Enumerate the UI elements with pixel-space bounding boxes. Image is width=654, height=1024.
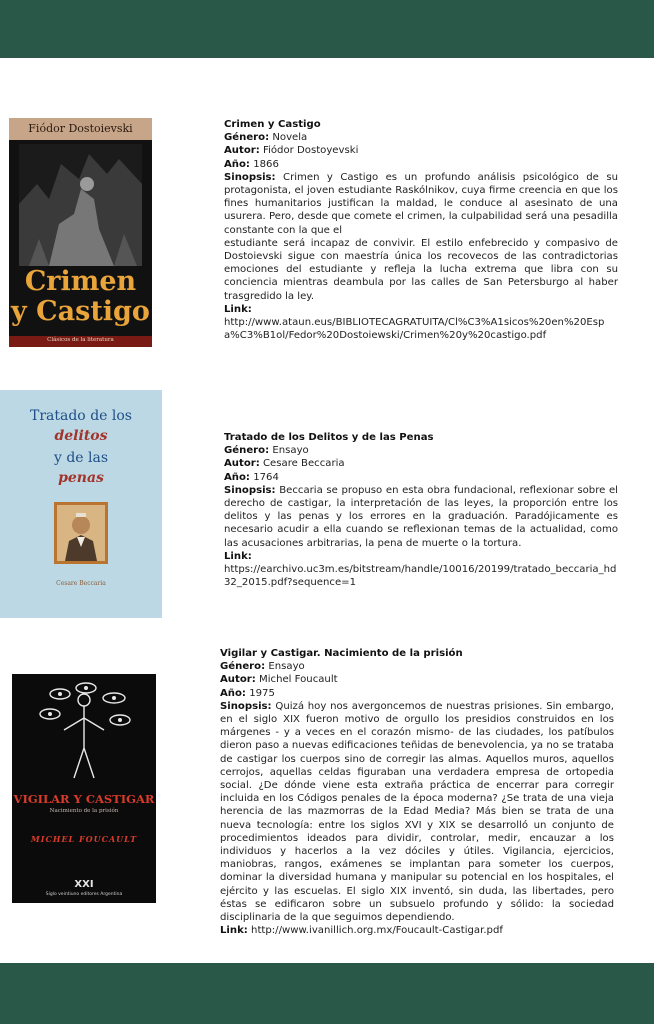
author-label: Autor: bbox=[220, 674, 256, 686]
cover-illustration bbox=[30, 678, 138, 788]
synopsis-text: Crimen y Castigo es un profundo análisis psicológico de su protagonista, el joven estudiante Raskólnikov, cuya firme creencia en que los fines humanitarios justifican la maldad, le conduce al asesinato de una usurera. Pero, desde que comete el crimen, la culpabilidad será una pesadilla constante con la que el bbox=[224, 171, 618, 236]
book-entry-2 bbox=[224, 431, 618, 589]
publisher-logo: XXI bbox=[74, 879, 94, 890]
book-title: Crimen y Castigo bbox=[224, 119, 321, 130]
book-title: Tratado de los Delitos y de las Penas bbox=[224, 432, 434, 443]
cover-title-line2: y Castigo bbox=[11, 296, 150, 327]
cover-line1: Tratado de los bbox=[30, 408, 132, 424]
year-value: 1866 bbox=[253, 158, 279, 170]
author-value: Fiódor Dostoyevski bbox=[263, 145, 359, 157]
cover-portrait bbox=[54, 502, 108, 564]
cover-title-line1: Crimen bbox=[24, 266, 137, 297]
year-label: Año: bbox=[224, 471, 250, 483]
cover-author: Fiódor Dostoievski bbox=[28, 122, 133, 135]
top-band bbox=[0, 0, 654, 58]
genre-label: Género: bbox=[224, 132, 270, 144]
year-value: 1975 bbox=[249, 687, 275, 699]
cover-line3: y de las bbox=[53, 450, 109, 466]
book-cover-tratado-delitos bbox=[0, 390, 162, 618]
cover-publisher: Siglo veintiuno editores Argentina bbox=[45, 892, 123, 897]
book-link[interactable]: http://www.ataun.eus/BIBLIOTECAGRATUITA/Cl%C3%A1sicos%20en%20Espa%C3%B1ol/Fedor%20Dostoiewski/Crimen%20y%20castigo.pdf bbox=[224, 317, 605, 342]
cover-illustration bbox=[19, 144, 142, 266]
cover-line4: penas bbox=[58, 470, 104, 486]
genre-label: Género: bbox=[224, 445, 270, 457]
cover-line2: delitos bbox=[54, 428, 108, 444]
book-entry-1 bbox=[224, 118, 618, 342]
genre-label: Género: bbox=[220, 661, 266, 673]
cover-subtitle: Nacimiento de la prisión bbox=[49, 808, 119, 814]
link-label: Link: bbox=[220, 925, 248, 937]
synopsis-text: Quizá hoy nos avergoncemos de nuestras prisiones. Sin embargo, en el siglo XIX fueron motivo de orgullo los presidios construidos en los márgenes - y a veces en el corazón mismo- de las ciudades, los patíbulos dieron paso a nuevas edificaciones teñidas de benevolencia, ya no se trataba de castigar los cuerpos sino de corregir las almas. Aquellos muros, aquellos cerrojos, aquellas celdas figuraban una verdadera empresa de ortopedia social. ¿De dónde viene esta extraña práctica de encerrar para corregir incluida en los Códigos penales de la época moderna? ¿Se trata de una vieja herencia de las mazmorras de la Edad Media? Más bien se trata de una nueva tecnología: entre los siglos XVI y XIX se desarrolló un conjunto de procedimientos ideados para dividir, controlar, medir, encauzar a los individuos y hacerlos a la vez dóciles y útiles. Vigilancia, ejercicios, maniobras, rangos, exámenes se implantan para someter los cuerpos, dominar la diversidad humana y manipular su potencial en los hospitales, el ejército y las escuelas. El siglo XIX inventó, sin duda, las libertades, pero éstas se edificaron sobre un subsuelo profundo y sólido: la sociedad disciplinaria de la que seguimos dependiendo. bbox=[220, 700, 614, 924]
link-label: Link: bbox=[224, 303, 252, 315]
portrait-figure-icon bbox=[57, 505, 105, 561]
year-value: 1764 bbox=[253, 471, 279, 483]
year-label: Año: bbox=[220, 687, 246, 699]
cover-author: MICHEL FOUCAULT bbox=[30, 834, 138, 844]
year-label: Año: bbox=[224, 158, 250, 170]
author-value: Cesare Beccaria bbox=[263, 458, 345, 470]
synopsis-text-continued: estudiante será incapaz de convivir. El estilo enfebrecido y compasivo de Dostoievski sigue con maestría única los recovecos de las contradictorias emociones del estudiante y refleja la lucha extrema que libra con su conciencia mientras deambula por las calles de San Petersburgo al haber trasgredido la ley. bbox=[224, 237, 618, 302]
author-label: Autor: bbox=[224, 458, 260, 470]
genre-value: Ensayo bbox=[268, 661, 305, 673]
book-cover-vigilar-y-castigar bbox=[12, 674, 156, 903]
synopsis-label: Sinopsis: bbox=[220, 700, 272, 712]
synopsis-text: Beccaria se propuso en esta obra fundacional, reflexionar sobre el derecho de castigar, la interpretación de las leyes, la proporción entre los delitos y las penas y los errores en la graduación. Paradójicamente es necesario acudir a ella cuando se reflexionan temas de la actualidad, como las acusaciones arbitrarias, la pena de muerte o la tortura. bbox=[224, 484, 618, 549]
cover-footer-text: Clásicos de la literatura bbox=[47, 337, 114, 343]
author-value: Michel Foucault bbox=[259, 674, 338, 686]
author-label: Autor: bbox=[224, 145, 260, 157]
cover-author: Cesare Beccaria bbox=[56, 580, 106, 587]
book-cover-crimen-y-castigo bbox=[9, 118, 152, 347]
synopsis-label: Sinopsis: bbox=[224, 484, 276, 496]
synopsis-label: Sinopsis: bbox=[224, 171, 276, 183]
genre-value: Ensayo bbox=[272, 445, 309, 457]
link-label: Link: bbox=[224, 550, 252, 562]
cover-title: VIGILAR Y CASTIGAR bbox=[13, 792, 155, 806]
bottom-band bbox=[0, 963, 654, 1024]
book-title: Vigilar y Castigar. Nacimiento de la prisión bbox=[220, 648, 463, 659]
genre-value: Novela bbox=[272, 132, 308, 144]
book-link[interactable]: https://earchivo.uc3m.es/bitstream/handle/10016/20199/tratado_beccaria_hd32_2015.pdf?sequence=1 bbox=[224, 564, 617, 589]
book-link[interactable]: http://www.ivanillich.org.mx/Foucault-Castigar.pdf bbox=[251, 925, 503, 937]
book-entry-3 bbox=[220, 647, 614, 937]
